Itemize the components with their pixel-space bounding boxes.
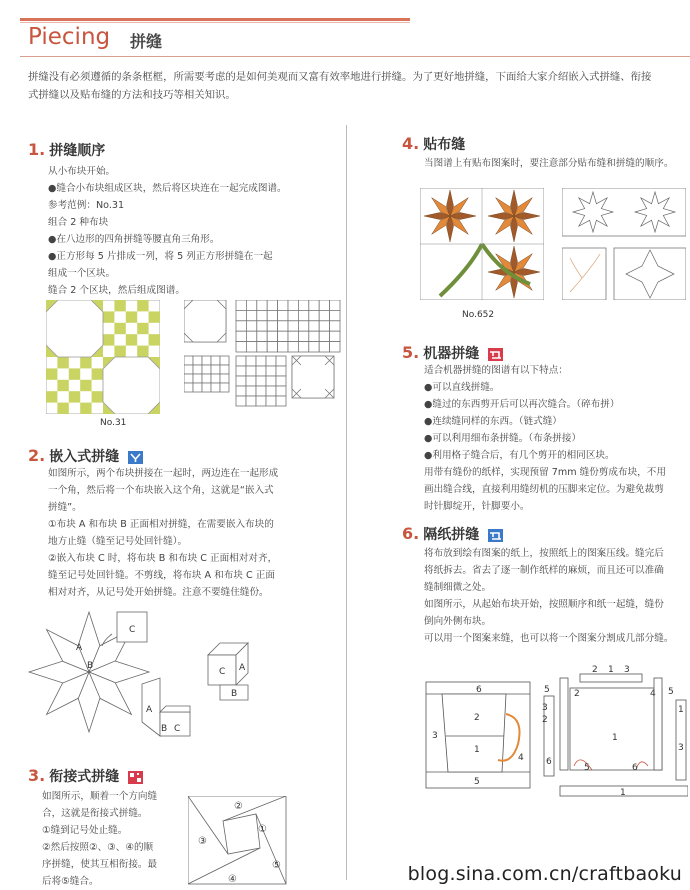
section-2-heading [28, 446, 143, 466]
grid-cell [202, 383, 211, 392]
checker-square [114, 300, 125, 311]
grid-cell [319, 300, 329, 310]
grid-cell [267, 331, 277, 341]
checker-square [69, 391, 80, 402]
grid-cell [319, 331, 329, 341]
grid-cell [298, 310, 308, 320]
section-2-body [48, 465, 338, 601]
pp-num-2: 2 [474, 713, 480, 723]
hand-sewing-icon [128, 451, 143, 464]
sewing-machine-icon [128, 771, 143, 784]
open-label-c: C [174, 724, 181, 734]
grid-cell [330, 342, 340, 352]
checker-square [80, 357, 91, 368]
mug-body [442, 694, 506, 772]
grid-cell [202, 374, 211, 383]
section-5-body [424, 362, 686, 515]
grid-cell [309, 310, 319, 320]
grid-cell [309, 300, 319, 310]
pp-left-3: 3 [542, 703, 548, 713]
grid-cell [220, 374, 229, 383]
s6-line: 倒向外侧布块。 [424, 616, 492, 627]
s3-line: ①缝到记号处止缝。 [42, 825, 128, 836]
checker-square [114, 323, 125, 334]
s3-line: 序拼缝，使其互相衔接。最 [42, 859, 158, 870]
grid-cell [256, 396, 266, 406]
grid-cell [276, 376, 286, 386]
s2-line: 缝至记号处回针缝。不剪线，将布块 A 和布块 C 正面 [48, 570, 275, 581]
grid-cell [276, 366, 286, 376]
section-5-title: 机器拼缝 [423, 346, 480, 362]
grid-cell [246, 386, 256, 396]
s2-line: 如图所示，两个布块拼接在一起时，两边连在一起形成 [48, 468, 279, 479]
checker-square [80, 380, 91, 391]
s2-line: 拼缝”。 [48, 502, 82, 513]
grid-cell [288, 321, 298, 331]
grid-cell [193, 356, 202, 365]
grid-cell [278, 331, 288, 341]
star-label-b: B [87, 661, 94, 671]
pp-left-5: 5 [544, 685, 550, 695]
s6-line: 缝制细微之处。 [424, 582, 492, 593]
pp-top-3: 3 [624, 665, 630, 675]
grid-cell [184, 374, 193, 383]
quilt-block-no31 [46, 300, 160, 414]
pp-left-6: 6 [546, 757, 552, 767]
section-2-number: 2. [28, 446, 46, 465]
checker-square [69, 368, 80, 379]
pp-top-2: 2 [592, 665, 598, 675]
section-5-heading [402, 343, 503, 363]
square-label-c: C [129, 625, 136, 635]
grid-cell [266, 376, 276, 386]
checker-square [92, 391, 103, 402]
grid-cell [319, 342, 329, 352]
blog-watermark: blog.sina.com.cn/craftbaoku [407, 863, 682, 885]
grid-cell [330, 331, 340, 341]
grid-cell [288, 331, 298, 341]
grid-cell [319, 321, 329, 331]
pp-strip-1: 1 [620, 788, 626, 798]
grid-cell [202, 356, 211, 365]
sewing-machine-icon [488, 348, 503, 361]
grid-cell [246, 376, 256, 386]
title-underline [20, 56, 690, 57]
grid-cell [298, 342, 308, 352]
grid-cell [246, 366, 256, 376]
s2-line: ①布块 A 和布块 B 正面相对拼缝，在需要嵌入布块的 [48, 519, 274, 530]
grid-cell [236, 331, 246, 341]
grid-cell [256, 366, 266, 376]
cube-label-b: B [231, 689, 238, 699]
grid-cell [267, 310, 277, 320]
checker-square [137, 323, 148, 334]
checker-square [149, 334, 160, 345]
star-label-a: A [76, 643, 83, 653]
outline-star [635, 192, 675, 232]
section-6-heading [402, 524, 503, 544]
seam-mark-2: ② [234, 801, 243, 812]
section-3-body [42, 788, 182, 890]
s2-line: 地方止缝（缝至记号处回针缝）。 [48, 536, 188, 547]
diagram-octagon-a [184, 300, 226, 342]
outline-star [573, 192, 613, 232]
grid-cell [184, 365, 193, 374]
grid-cell [266, 386, 276, 396]
grid-cell [256, 356, 266, 366]
section-4-title: 贴布缝 [423, 137, 466, 153]
checker-square [126, 311, 137, 322]
checker-square [137, 346, 148, 357]
grid-cell [288, 300, 298, 310]
grid-cell [278, 300, 288, 310]
section-1-heading [28, 140, 105, 160]
s1-line: 组成一个区块。 [48, 268, 116, 279]
grid-cell [236, 386, 246, 396]
grid-cell [276, 386, 286, 396]
applique-block-no652 [420, 188, 544, 300]
pp-num-1: 1 [474, 745, 480, 755]
page-title-cn: 拼缝 [130, 32, 163, 51]
grid-cell [276, 396, 286, 406]
grid-cell [246, 342, 256, 352]
pp-far-right-3: 3 [678, 743, 684, 753]
s6-line: 可以用一个图案来缝，也可以将一个图案分割成几部分缝。 [424, 633, 674, 644]
s5-line: ●可以直线拼缝。 [424, 382, 500, 393]
s5-line: ●缝过的东西剪开后可以再次缝合。（碎布拼） [424, 399, 620, 410]
grid-cell [319, 310, 329, 320]
checker-square [46, 368, 57, 379]
grid-cell [246, 356, 256, 366]
s3-line: ②然后按照②、③、④的顺 [42, 842, 154, 853]
grid-cell [202, 365, 211, 374]
octagon-bottom-right [103, 357, 160, 414]
grid-cell [257, 310, 267, 320]
grid-cell [256, 386, 266, 396]
s5-line: ●可以利用细布条拼缝。（布条拼接） [424, 433, 582, 444]
grid-cell [330, 300, 340, 310]
s1-line: 参考范例：No.31 [48, 200, 125, 211]
pp-num-5: 5 [474, 777, 480, 787]
pp-num-4: 4 [518, 753, 524, 763]
checker-square [114, 346, 125, 357]
checker-square [126, 334, 137, 345]
grid-cell [220, 356, 229, 365]
checker-square [46, 391, 57, 402]
checker-square [149, 311, 160, 322]
s5-line: 适合机器拼缝的图谱有以下特点： [424, 365, 568, 376]
s1-line: ●正方形每 5 片排成一列，将 5 列正方形拼缝在一起 [48, 251, 273, 262]
grid-cell [246, 310, 256, 320]
s2-line: 一个角，然后将一个布块嵌入这个角，这就是“嵌入式 [48, 485, 274, 496]
grid-cell [246, 396, 256, 406]
section-6-number: 6. [402, 524, 420, 543]
s1-line: ●在八边形的四角拼缝等腰直角三角形。 [48, 234, 220, 245]
grid-cell [266, 356, 276, 366]
s5-line: ●利用格子缝合后，有几个剪开的相同区块。 [424, 450, 615, 461]
checker-square [103, 311, 114, 322]
pp-bottom-5: 5 [584, 763, 590, 773]
section-3-heading [28, 766, 143, 786]
grid-cell [267, 300, 277, 310]
grid-cell [298, 300, 308, 310]
grid-cell [298, 321, 308, 331]
s2-line: 相对对齐，从记号处开始拼缝。注意不要缝住缝份。 [48, 587, 269, 598]
grid-cell [193, 365, 202, 374]
grid-cell [266, 366, 276, 376]
checker-square [80, 403, 91, 414]
grid-cell [267, 321, 277, 331]
grid-cell [278, 310, 288, 320]
figure-caption-no652: No.652 [462, 310, 495, 320]
section-2-title: 嵌入式拼缝 [49, 449, 120, 465]
s6-line: 将布放到绘有图案的纸上，按照纸上的图案压线。缝完后 [424, 548, 664, 559]
grid-cell [193, 383, 202, 392]
set-in-seam-diagram [14, 600, 344, 750]
section-1-number: 1. [28, 140, 46, 159]
grid-cell [220, 365, 229, 374]
s5-line: 时针脚绽开，针脚要小。 [424, 501, 530, 512]
s1-line: 从小布块开始。 [48, 166, 116, 177]
s5-line: 画出缝合线，直接利用缝纫机的压脚来定位。为避免裁剪 [424, 484, 664, 495]
partial-seam-diagram [188, 796, 288, 886]
grid-cell [246, 321, 256, 331]
pp-bottom-6: 6 [632, 763, 638, 773]
piecing-order-diagram [184, 300, 344, 420]
checker-square [92, 368, 103, 379]
grid-cell [236, 376, 246, 386]
s1-line: 组合 2 种布块 [48, 217, 109, 228]
cube-label-a: A [239, 663, 246, 673]
checker-square [137, 300, 148, 311]
grid-cell [309, 321, 319, 331]
section-4-number: 4. [402, 134, 420, 153]
s3-line: 后将⑤缝合。 [42, 876, 99, 887]
checker-square [103, 334, 114, 345]
grid-cell [257, 321, 267, 331]
section-3-title: 衔接式拼缝 [49, 769, 120, 785]
grid-cell [236, 356, 246, 366]
header-rule [20, 18, 410, 21]
s1-line: 缝合 2 个区块，然后组成图谱。 [48, 285, 185, 296]
grid-cell [236, 396, 246, 406]
grid-cell [257, 300, 267, 310]
grid-cell [246, 300, 256, 310]
applique-order-diagram [562, 188, 686, 300]
pp-num-3: 3 [432, 731, 438, 741]
s3-line: 如图所示，顺着一个方向缝 [42, 791, 158, 802]
grid-cell [256, 376, 266, 386]
section-1-body [48, 163, 338, 299]
diagram-grid-small-a [184, 356, 229, 392]
grid-cell [236, 366, 246, 376]
grid-cell [267, 342, 277, 352]
section-5-number: 5. [402, 343, 420, 362]
s6-line: 将纸拆去。省去了逐一制作纸样的麻烦，而且还可以准确 [424, 565, 664, 576]
grid-cell [246, 331, 256, 341]
grid-cell [278, 321, 288, 331]
grid-cell [184, 383, 193, 392]
grid-cell [184, 356, 193, 365]
strip-top [580, 674, 642, 682]
pp-left-2: 2 [542, 715, 548, 725]
checker-square [57, 403, 68, 414]
section-3-number: 3. [28, 766, 46, 785]
sewing-machine-icon [488, 529, 503, 542]
grid-cell [266, 396, 276, 406]
open-label-a: A [146, 705, 153, 715]
s4-line: 当图谱上有贴布图案时，要注意部分贴布缝和拼缝的顺序。 [424, 158, 674, 169]
grid-cell [298, 331, 308, 341]
section-6-title: 隔纸拼缝 [423, 527, 480, 543]
pp-far-right-1: 1 [678, 705, 684, 715]
section-1-title: 拼缝顺序 [49, 143, 106, 159]
diagram-grid-small-b [236, 356, 286, 406]
section-4-body [424, 155, 686, 172]
pp-center-1: 1 [612, 733, 618, 743]
grid-cell [309, 331, 319, 341]
pp-right-5: 5 [668, 687, 674, 697]
figure-caption-no31: No.31 [100, 418, 127, 428]
pp-right-4: 4 [650, 689, 656, 699]
intro-paragraph: 拼缝没有必须遵循的条条框框，所需要考虑的是如何美观而又富有效率地进行拼缝。为了更好地拼缝，下面给大家介绍嵌入式拼缝、衔接式拼缝以及贴布缝的方法和技巧等相关知识。 [28, 71, 652, 101]
s6-line: 如图所示，从起始布块开始，按照顺序和纸一起缝，缝份 [424, 599, 664, 610]
s5-line: ●连续缝同样的东西。（链式缝） [424, 416, 562, 427]
checker-square [57, 380, 68, 391]
grid-cell [288, 342, 298, 352]
section-6-body [424, 545, 686, 647]
grid-cell [257, 342, 267, 352]
cube-label-c: C [219, 667, 226, 677]
center-panel [570, 688, 662, 770]
s5-line: 用带有缝份的纸样，实现预留 7mm 缝份剪成布块，不用 [424, 467, 666, 478]
checker-square [57, 357, 68, 368]
pp-num-6: 6 [476, 685, 482, 695]
grid-cell [211, 374, 220, 383]
grid-cell [236, 310, 246, 320]
page-title-en: Piecing [28, 24, 111, 50]
seam-mark-4: ④ [228, 874, 237, 885]
seam-mark-5: ⑤ [272, 860, 281, 871]
grid-cell [211, 356, 220, 365]
grid-cell [220, 383, 229, 392]
grid-cell [211, 383, 220, 392]
strip-left-outer [560, 678, 568, 770]
section-4-heading [402, 134, 465, 154]
piece-b-open [160, 706, 190, 712]
grid-cell [276, 356, 286, 366]
open-label-b: B [161, 724, 168, 734]
s2-line: ②嵌入布块 C 时，将布块 B 和布块 C 正面相对对齐， [48, 553, 278, 564]
s1-line: ●缝合小布块组成区块，然后将区块连在一起完成图谱。 [48, 183, 287, 194]
pp-right-2: 2 [574, 689, 580, 699]
center-square [223, 814, 260, 854]
octagon-top-left [46, 300, 103, 357]
seam-mark-1: ① [258, 824, 267, 835]
grid-cell [236, 342, 246, 352]
seam-mark-3: ③ [198, 836, 207, 847]
grid-cell [330, 310, 340, 320]
column-divider [346, 125, 347, 880]
grid-cell [236, 300, 246, 310]
grid-cell [309, 342, 319, 352]
header-rule-thin [20, 22, 410, 23]
grid-cell [257, 331, 267, 341]
s3-line: 合，这就是衔接式拼缝。 [42, 808, 148, 819]
grid-cell [193, 374, 202, 383]
grid-cell [330, 321, 340, 331]
grid-cell [288, 310, 298, 320]
paper-piecing-diagram [424, 660, 688, 800]
pp-top-1: 1 [608, 665, 614, 675]
grid-cell [236, 321, 246, 331]
grid-cell [211, 365, 220, 374]
diagram-grid-large [236, 300, 340, 352]
grid-cell [278, 342, 288, 352]
